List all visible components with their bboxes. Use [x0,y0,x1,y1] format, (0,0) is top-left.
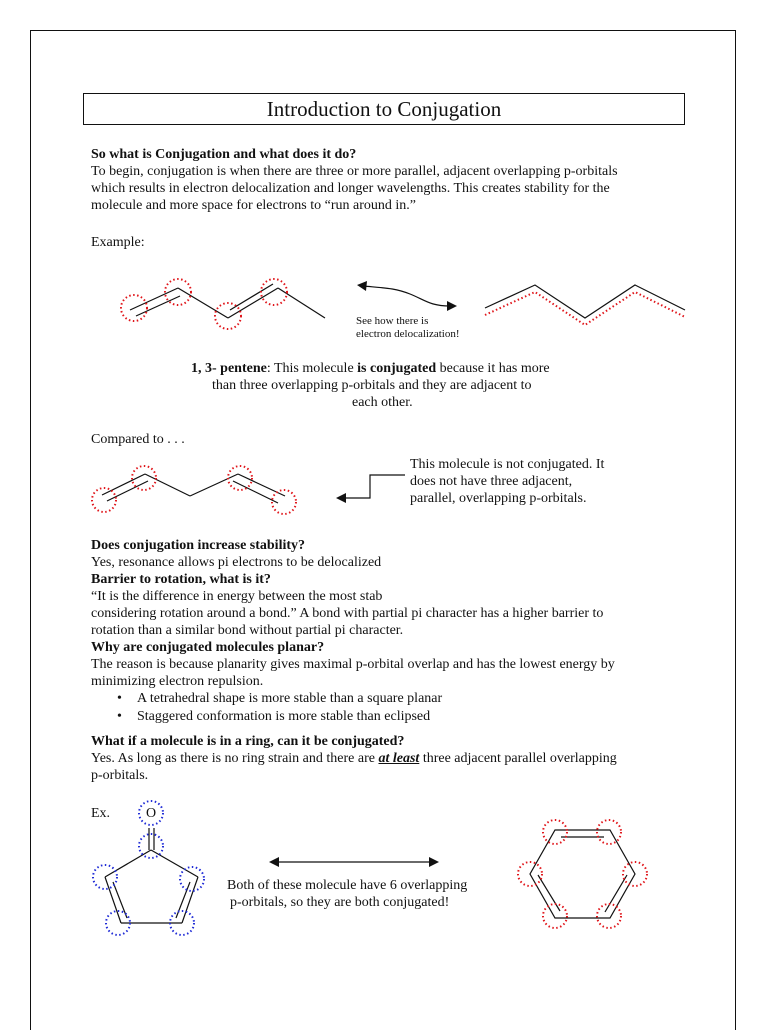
ring-note-line-2: p-orbitals, so they are both conjugated! [230,895,450,910]
pointer-arrow [333,470,408,510]
bullet-item: • A tetrahedral shape is more stable than a square planar [111,691,442,707]
not-conjugated-note-line-2: does not have three adjacent, [410,474,573,489]
q1-line-1: To begin, conjugation is when there are three or more parallel, adjacent overlapping p-orbitals [91,164,618,179]
comparison-arrow [268,855,440,869]
pentene-is-conjugated: is conjugated [357,361,437,376]
q5-line-1 [91,751,617,767]
not-conjugated-note-line-1: This molecule is not conjugated. It [410,457,605,472]
q3-line-2b: partial pi character has a higher barrier to [372,606,604,621]
q5-line-1a: Yes. As long as there is no ring strain and there are [91,751,379,766]
page-title: Introduction to Conjugation [83,93,685,125]
q2-line: Yes, resonance allows pi electrons to be delocalized [91,555,382,570]
q4-line-1: The reason is because planarity gives maximal p-orbital overlap and has the lowest energy by [91,657,615,672]
benzene-structure [515,818,650,938]
delocalized-zigzag-structure [480,280,690,325]
pentene-caption-part-b: because it has more [436,361,550,376]
heading-what-is-conjugation: So what is Conjugation and what does it do? [91,147,357,162]
q5-line-2: p-orbitals. [91,768,149,783]
planar-bullet-list [111,691,442,725]
at-least-emphasis: at least [378,751,420,766]
resonance-arrow [355,278,460,318]
q1-line-2: which results in electron delocalization and longer wavelengths. This creates stability for the [91,181,610,196]
example-label: Example: [91,235,145,250]
q3-line-3: rotation than a similar bond without partial pi character. [91,623,404,638]
q4-line-2: minimizing electron repulsion. [91,674,264,689]
not-conjugated-note-line-3: parallel, overlapping p-orbitals. [410,491,587,506]
heading-planar: Why are conjugated molecules planar? [91,640,325,655]
heading-barrier-to-rotation: Barrier to rotation, what is it? [91,572,271,587]
non-conjugated-structure [90,460,305,520]
q5-line-1c: three adjacent parallel overlapping [419,751,617,766]
pentene-skeletal-structure [110,270,340,350]
oxygen-atom-label: O [146,806,157,821]
ex-label: Ex. [91,806,111,821]
q3-line-1: “It is the difference in energy between the most stab [91,589,383,604]
pentene-caption-line-2: than three overlapping p-orbitals and they are adjacent to [212,378,532,393]
pentene-name: 1, 3- pentene [191,361,267,376]
bullet-item: • Staggered conformation is more stable than eclipsed [111,709,442,725]
ring-note-line-1: Both of these molecule have 6 overlapping [227,878,468,893]
compared-label: Compared to . . . [91,432,185,447]
q1-line-3: molecule and more space for electrons to “run around in.” [91,198,416,213]
q3-line-2a: considering rotation around a bond.” A bond with [91,606,373,621]
heading-stability: Does conjugation increase stability? [91,538,306,553]
arrow-note-line-2: electron delocalization! [356,328,460,340]
pentene-caption-part-a: : This molecule [266,361,358,376]
pentene-caption-line-3: each other. [352,395,413,410]
heading-ring-conjugation: What if a molecule is in a ring, can it be conjugated? [91,734,405,749]
pentene-caption-line-1 [191,361,550,377]
q3-line-2 [91,606,603,622]
arrow-note-line-1: See how there is [356,315,429,327]
